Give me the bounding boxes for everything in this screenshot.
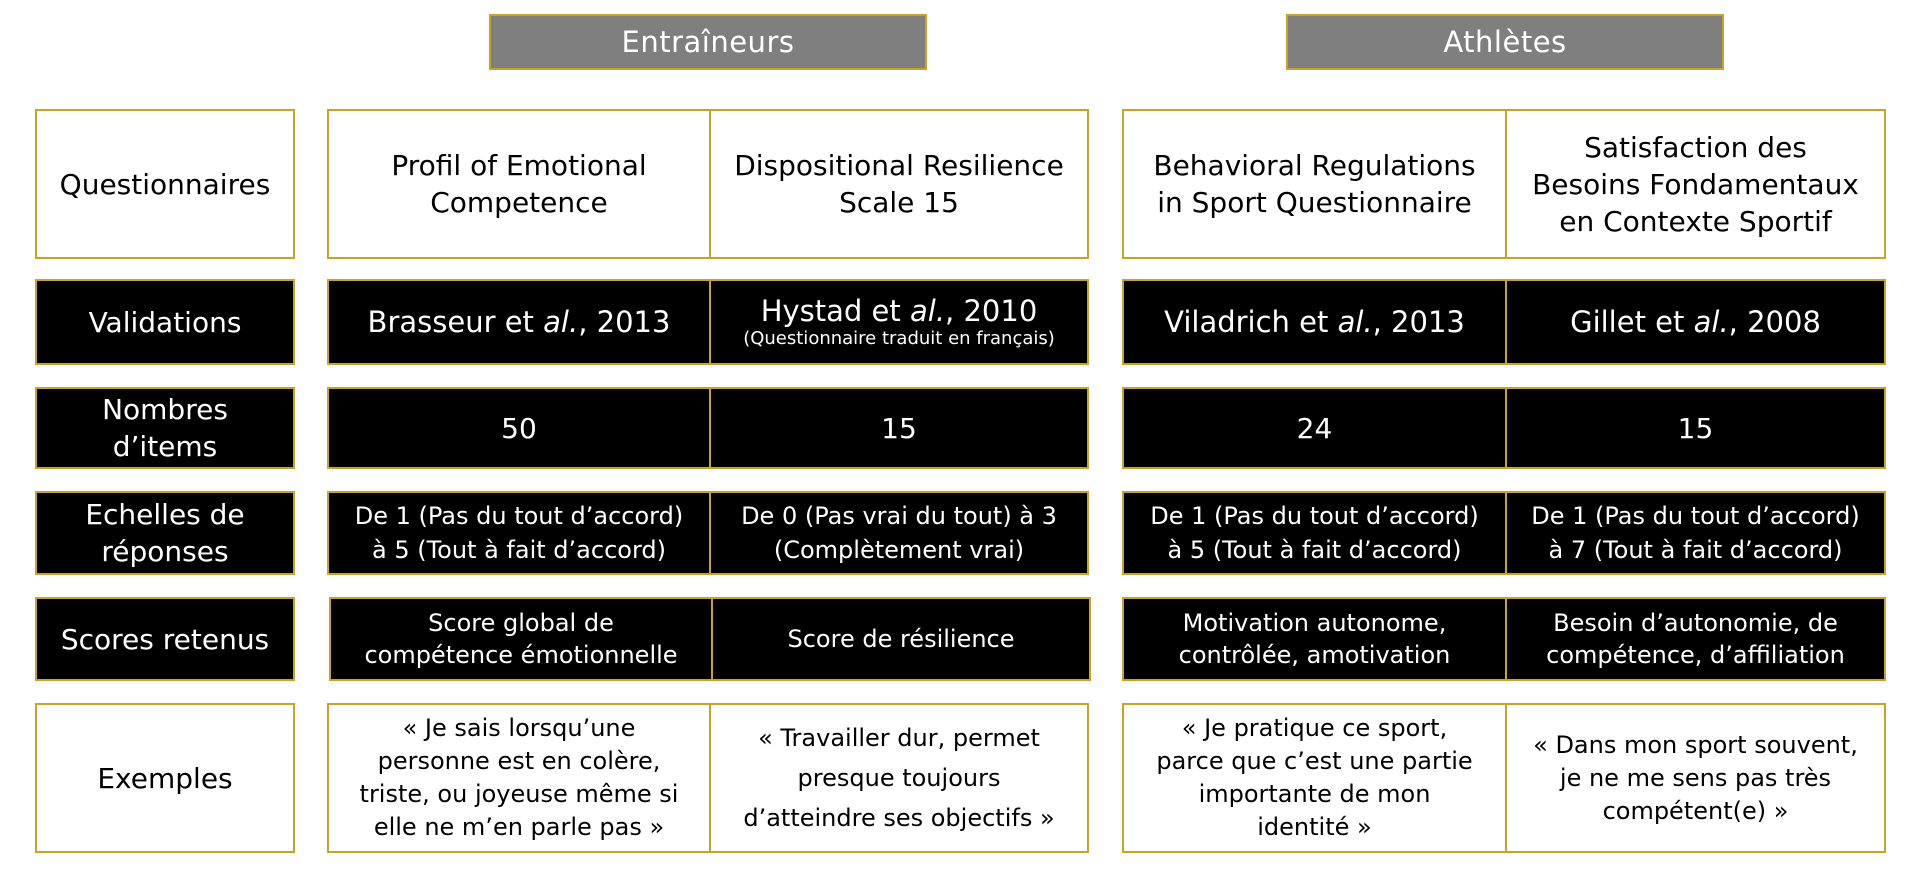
example-item-cell: « Je pratique ce sport, parce que c’est une partie importante de mon identité » bbox=[1156, 714, 1473, 841]
row-label-items: Nombres d’items bbox=[35, 387, 295, 469]
scores-coaches-pair bbox=[329, 597, 1091, 681]
items-count-cell: 15 bbox=[1505, 389, 1884, 467]
response-scale-cell: De 0 (Pas vrai du tout) à 3 (Complètement vrai) bbox=[709, 493, 1087, 573]
response-scale-cell: De 1 (Pas du tout d’accord) à 5 (Tout à fait d’accord) bbox=[354, 502, 684, 564]
questionnaire-name-cell: Dispositional Resilience Scale 15 bbox=[709, 111, 1087, 257]
validation-cell bbox=[1124, 281, 1505, 363]
questionnaires-coaches-pair bbox=[327, 109, 1089, 259]
row-label-questionnaires: Questionnaires bbox=[35, 109, 295, 259]
row-label-examples: Exemples bbox=[35, 703, 295, 853]
items-count-cell: 24 bbox=[1296, 411, 1333, 445]
row-label-scales: Echelles de réponses bbox=[35, 491, 295, 575]
validation-note: (Questionnaire traduit en français) bbox=[743, 328, 1055, 349]
questionnaire-name-cell: Satisfaction des Besoins Fondamentaux en Contexte Sportif bbox=[1505, 111, 1884, 257]
response-scale-cell: De 1 (Pas du tout d’accord) à 7 (Tout à fait d’accord) bbox=[1505, 493, 1884, 573]
score-cell: Motivation autonome, contrôlée, amotivation bbox=[1178, 609, 1451, 669]
row-label-scores: Scores retenus bbox=[35, 597, 295, 681]
example-item-cell: « Dans mon sport souvent, je ne me sens pas très compétent(e) » bbox=[1505, 705, 1884, 851]
score-cell: Score global de compétence émotionnelle bbox=[364, 609, 678, 669]
items-coaches-pair bbox=[327, 387, 1089, 469]
validation-cell bbox=[709, 281, 1087, 363]
validations-athletes-pair bbox=[1122, 279, 1886, 365]
coaches-group-header: Entraîneurs bbox=[489, 14, 927, 70]
validation-citation: Brasseur et al., 2013 bbox=[367, 305, 671, 339]
validation-cell bbox=[1505, 281, 1884, 363]
examples-athletes-pair bbox=[1122, 703, 1886, 853]
validation-citation: Gillet et al., 2008 bbox=[1570, 305, 1821, 339]
validation-citation: Viladrich et al., 2013 bbox=[1164, 305, 1465, 339]
scores-athletes-pair bbox=[1122, 597, 1886, 681]
validations-coaches-pair bbox=[327, 279, 1089, 365]
response-scale-cell: De 1 (Pas du tout d’accord) à 5 (Tout à fait d’accord) bbox=[1150, 502, 1479, 564]
score-cell: Score de résilience bbox=[711, 599, 1089, 679]
items-athletes-pair bbox=[1122, 387, 1886, 469]
questionnaires-athletes-pair bbox=[1122, 109, 1886, 259]
questionnaire-name-cell: Behavioral Regulations in Sport Questionnaire bbox=[1153, 149, 1476, 219]
examples-coaches-pair bbox=[327, 703, 1089, 853]
score-cell: Besoin d’autonomie, de compétence, d’affiliation bbox=[1505, 599, 1884, 679]
athletes-group-header: Athlètes bbox=[1286, 14, 1724, 70]
items-count-cell: 50 bbox=[501, 411, 537, 445]
example-item-cell: « Travailler dur, permet presque toujours d’atteindre ses objectifs » bbox=[709, 705, 1087, 851]
scales-athletes-pair bbox=[1122, 491, 1886, 575]
row-label-validations: Validations bbox=[35, 279, 295, 365]
scales-coaches-pair bbox=[327, 491, 1089, 575]
questionnaire-name-cell: Profil of Emotional Competence bbox=[391, 149, 647, 219]
validation-citation: Hystad et al., 2010 bbox=[760, 294, 1038, 328]
items-count-cell: 15 bbox=[709, 389, 1087, 467]
validation-cell bbox=[329, 281, 709, 363]
example-item-cell: « Je sais lorsqu’une personne est en colère, triste, ou joyeuse même si elle ne m’en parle pas » bbox=[359, 714, 679, 841]
